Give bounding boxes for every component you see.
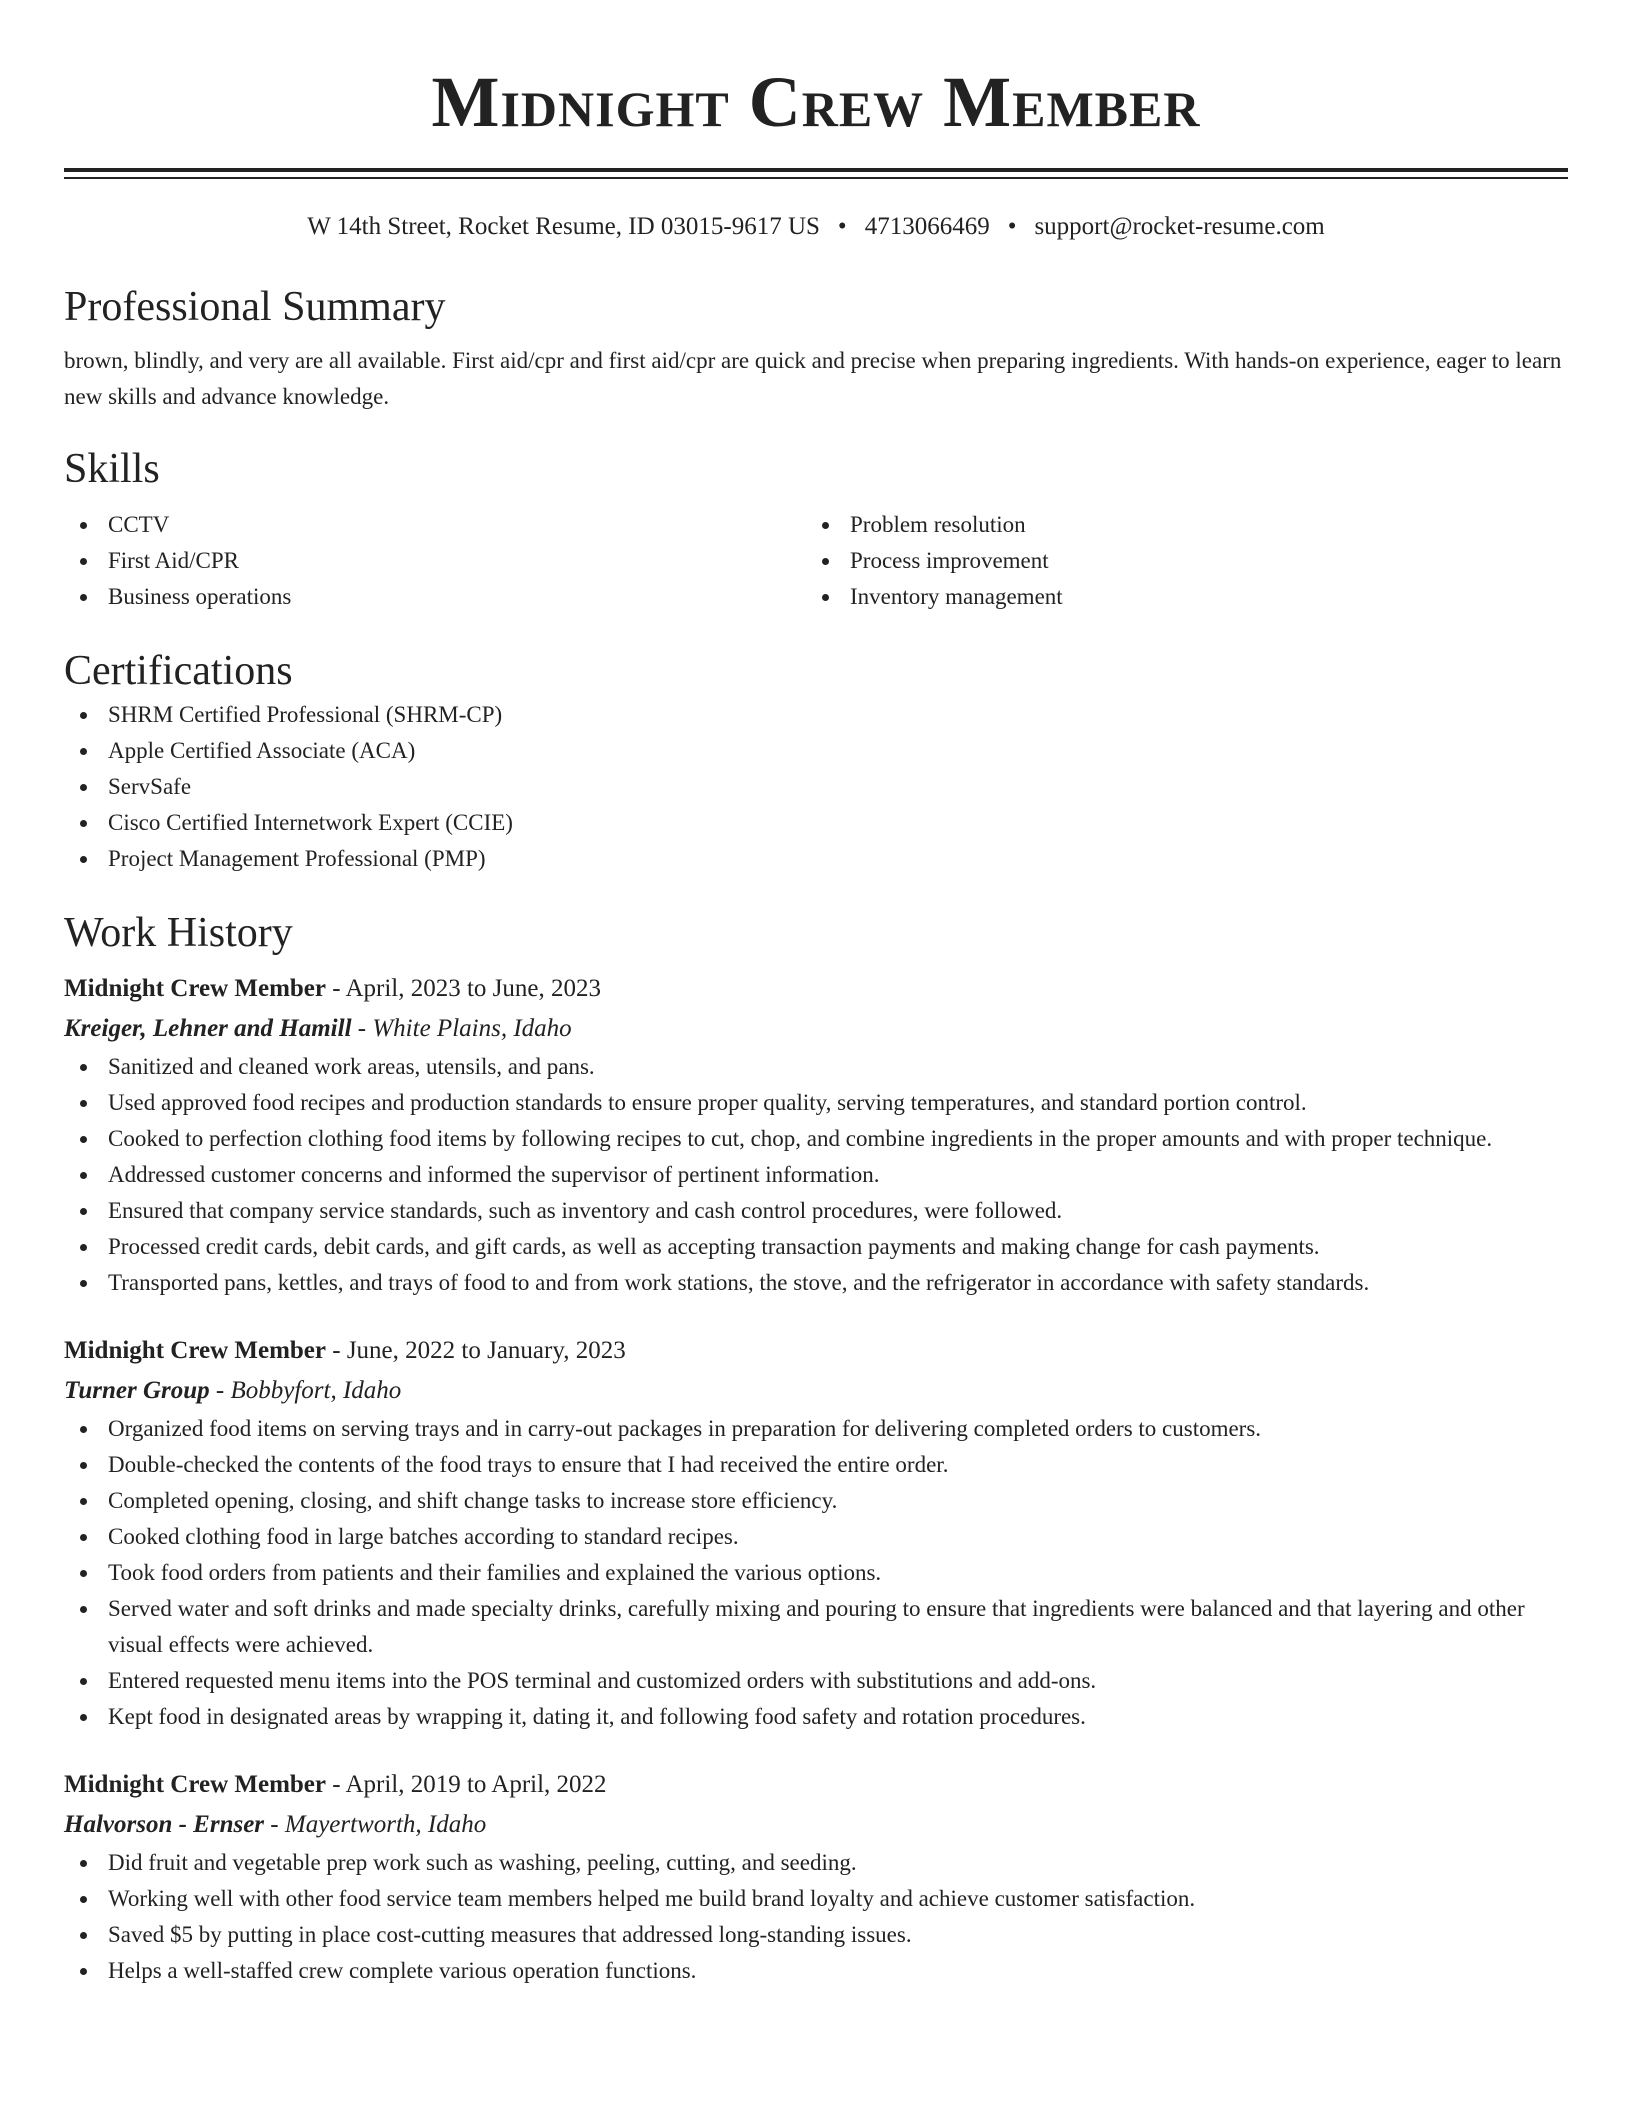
- job-bullet: Transported pans, kettles, and trays of food to and from work stations, the stove, and the refrigerator in accordance with safety standards.: [64, 1265, 1568, 1301]
- certification-item: ServSafe: [64, 769, 1568, 805]
- resume-name-title: Midnight Crew Member: [431, 62, 1201, 142]
- job-dash: -: [209, 1377, 231, 1404]
- job-dash: -: [351, 1015, 373, 1042]
- certification-item: SHRM Certified Professional (SHRM-CP): [64, 697, 1568, 733]
- job-bullet: Working well with other food service team members helped me build brand loyalty and achieve customer satisfaction.: [64, 1881, 1568, 1917]
- job-dash: -: [326, 975, 346, 1002]
- job-location: White Plains, Idaho: [372, 1015, 572, 1042]
- job-dates: April, 2019 to April, 2022: [345, 1771, 607, 1798]
- header-rule-thick: [64, 168, 1568, 172]
- job-bullet: Served water and soft drinks and made specialty drinks, carefully mixing and pouring to ensure that ingredients were balanced and that layering and other visual effects were achieved.: [64, 1591, 1568, 1663]
- job-company: Kreiger, Lehner and Hamill: [64, 1015, 352, 1042]
- job-title-line: [64, 1331, 1568, 1371]
- skill-item: CCTV: [64, 507, 806, 543]
- job-bullet: Processed credit cards, debit cards, and gift cards, as well as accepting transaction payments and making change for cash payments.: [64, 1229, 1568, 1265]
- resume-page: [64, 0, 1568, 1989]
- job-bullet: Used approved food recipes and production standards to ensure proper quality, serving temperatures, and standard portion control.: [64, 1085, 1568, 1121]
- job-bullet: Kept food in designated areas by wrapping it, dating it, and following food safety and rotation procedures.: [64, 1699, 1568, 1735]
- certifications-list: [64, 697, 1568, 877]
- contact-separator: •: [837, 213, 847, 240]
- job-dash: -: [264, 1811, 285, 1838]
- certifications-heading: Certifications: [64, 648, 293, 694]
- job-title: Midnight Crew Member: [64, 1337, 326, 1364]
- contact-phone: 4713066469: [864, 213, 990, 240]
- job-title: Midnight Crew Member: [64, 1771, 326, 1798]
- skills-grid: [64, 507, 1568, 615]
- job-bullet: Completed opening, closing, and shift change tasks to increase store efficiency.: [64, 1483, 1568, 1519]
- job-bullet: Cooked clothing food in large batches according to standard recipes.: [64, 1519, 1568, 1555]
- job-company: Halvorson - Ernser: [64, 1811, 265, 1838]
- job-bullet: Helps a well-staffed crew complete various operation functions.: [64, 1953, 1568, 1989]
- skill-item: Business operations: [64, 579, 806, 615]
- job-bullet: Sanitized and cleaned work areas, utensils, and pans.: [64, 1049, 1568, 1085]
- job-bullet: Saved $5 by putting in place cost-cutting measures that addressed long-standing issues.: [64, 1917, 1568, 1953]
- job-dates: April, 2023 to June, 2023: [345, 975, 601, 1002]
- contact-line: [64, 211, 1568, 243]
- job-dash: -: [326, 1337, 347, 1364]
- skill-item: Process improvement: [806, 543, 1548, 579]
- work-history-heading: Work History: [64, 910, 293, 956]
- job-bullet: Organized food items on serving trays and in carry-out packages in preparation for delivering completed orders to customers.: [64, 1411, 1568, 1447]
- job-company-line: [64, 1805, 1568, 1845]
- job-title-line: [64, 1765, 1568, 1805]
- job-bullet: Did fruit and vegetable prep work such as washing, peeling, cutting, and seeding.: [64, 1845, 1568, 1881]
- job-title-line: [64, 969, 1568, 1009]
- skills-left-list: [64, 507, 806, 615]
- job-company: Turner Group: [64, 1377, 210, 1404]
- job-location: Mayertworth, Idaho: [284, 1811, 487, 1838]
- certification-item: Project Management Professional (PMP): [64, 841, 1568, 877]
- contact-address: W 14th Street, Rocket Resume, ID 03015-9617 US: [307, 213, 820, 240]
- job-location: Bobbyfort, Idaho: [230, 1377, 402, 1404]
- job-entry: [64, 1765, 1568, 1989]
- skill-item: Inventory management: [806, 579, 1548, 615]
- job-dash: -: [326, 1771, 346, 1798]
- contact-separator: •: [1007, 213, 1017, 240]
- summary-text: brown, blindly, and very are all available. First aid/cpr and first aid/cpr are quick and precise when preparing ingredients. With hands-on experience, eager to learn new skills and advance knowledge.: [64, 348, 1562, 409]
- skills-heading: Skills: [64, 446, 160, 492]
- certification-item: Apple Certified Associate (ACA): [64, 733, 1568, 769]
- job-bullet: Addressed customer concerns and informed the supervisor of pertinent information.: [64, 1157, 1568, 1193]
- job-dates: June, 2022 to January, 2023: [346, 1337, 626, 1364]
- job-bullet: Double-checked the contents of the food trays to ensure that I had received the entire order.: [64, 1447, 1568, 1483]
- job-bullet-list: [64, 1411, 1568, 1735]
- skill-item: First Aid/CPR: [64, 543, 806, 579]
- certification-item: Cisco Certified Internetwork Expert (CCIE): [64, 805, 1568, 841]
- job-company-line: [64, 1371, 1568, 1411]
- job-bullet-list: [64, 1049, 1568, 1301]
- skills-right-list: [806, 507, 1548, 615]
- job-company-line: [64, 1009, 1568, 1049]
- skill-item: Problem resolution: [806, 507, 1548, 543]
- job-entry: [64, 1331, 1568, 1735]
- contact-email: support@rocket-resume.com: [1034, 213, 1325, 240]
- job-bullet: Took food orders from patients and their families and explained the various options.: [64, 1555, 1568, 1591]
- job-bullet: Entered requested menu items into the POS terminal and customized orders with substitutions and add-ons.: [64, 1663, 1568, 1699]
- job-bullet-list: [64, 1845, 1568, 1989]
- job-title: Midnight Crew Member: [64, 975, 326, 1002]
- header-rule-thin: [64, 177, 1568, 179]
- job-bullet: Ensured that company service standards, such as inventory and cash control procedures, were followed.: [64, 1193, 1568, 1229]
- summary-heading: Professional Summary: [64, 284, 446, 330]
- job-entry: [64, 969, 1568, 1301]
- job-bullet: Cooked to perfection clothing food items by following recipes to cut, chop, and combine ingredients in the proper amounts and with proper technique.: [64, 1121, 1568, 1157]
